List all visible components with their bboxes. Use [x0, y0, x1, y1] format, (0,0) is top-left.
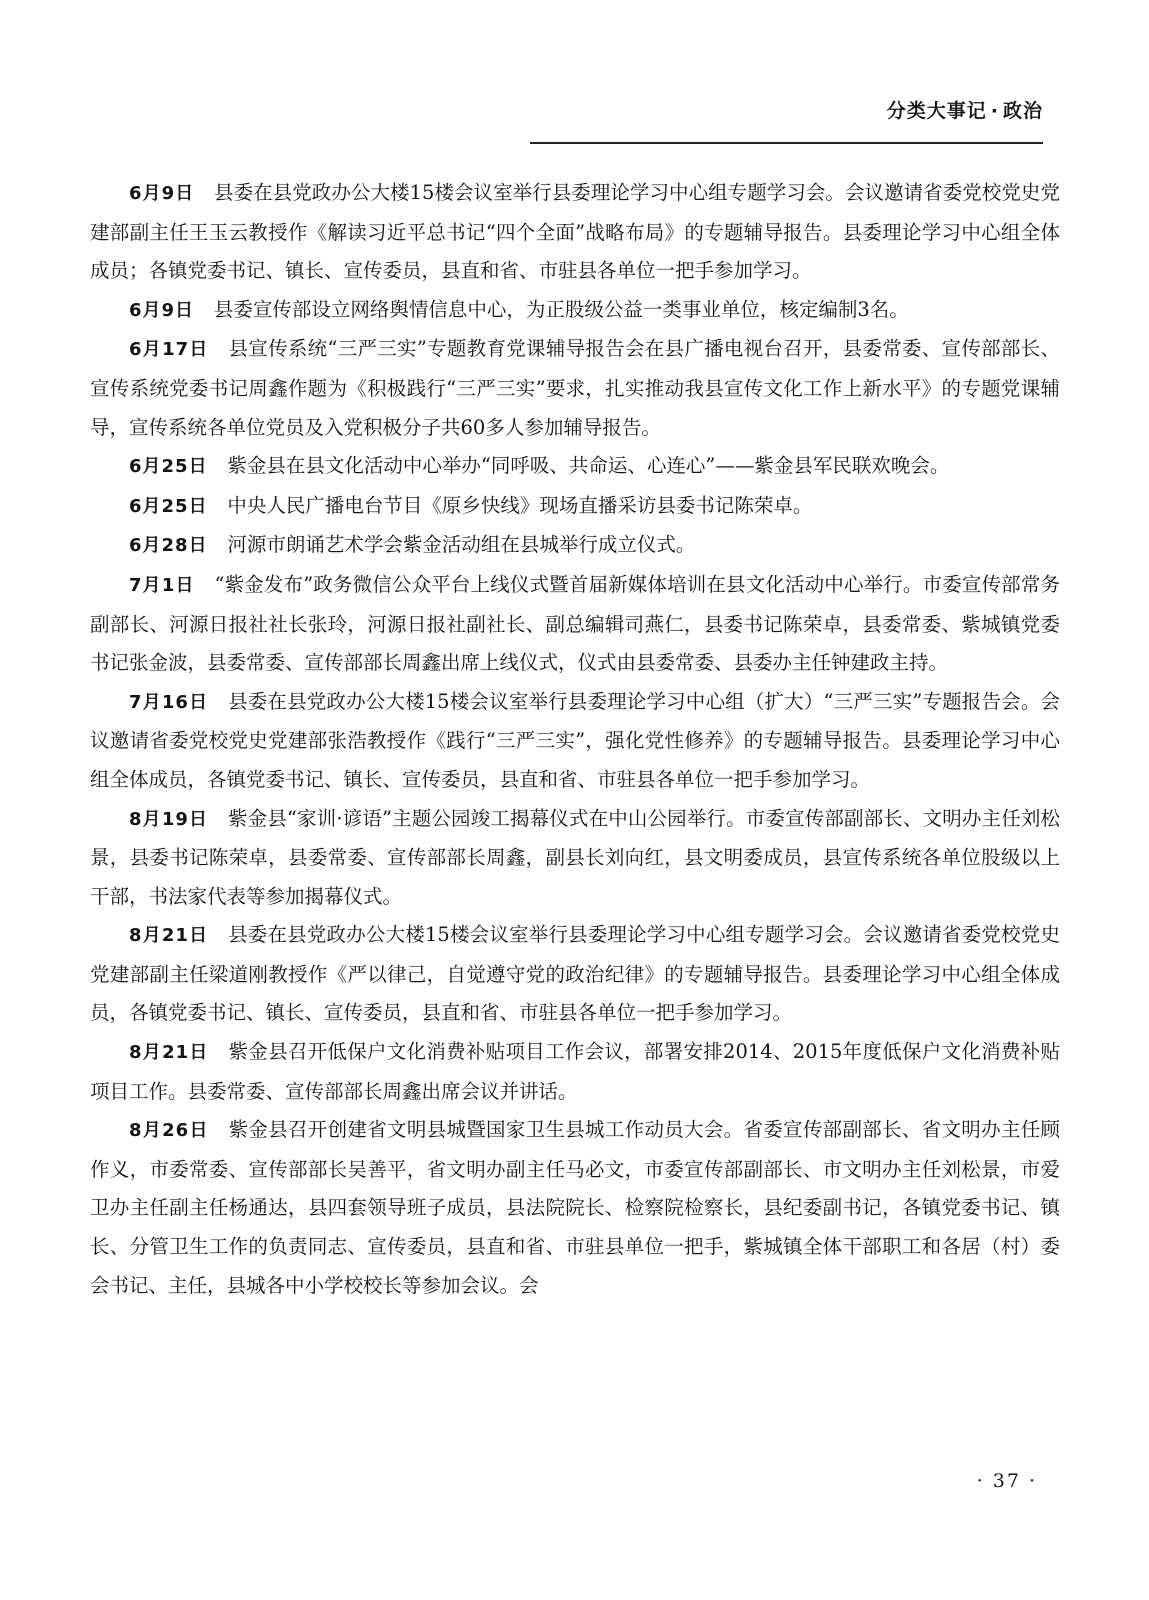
entry-text: 紫金县召开低保户文化消费补贴项目工作会议，部署安排2014、2015年度低保户文化消费补贴项目工作。县委常委、宣传部部长周鑫出席会议并讲话。 [90, 1040, 1060, 1103]
chronicle-entry [90, 330, 1060, 447]
entry-text: 紫金县召开创建省文明县城暨国家卫生县城工作动员大会。省委宣传部副部长、省文明办主任顾作义，市委常委、宣传部部长吴善平，省文明办副主任马必文，市委宣传部副部长、市文明办主任刘松景，市爱卫办主任副主任杨通达，县四套领导班子成员，县法院院长、检察院检察长，县纪委副书记，各镇党委书记、镇长、分管卫生工作的负责同志、宣传委员，县直和省、市驻县单位一把手，紫城镇全体干部职工和各居（村）委会书记、主任，县城各中小学校校长等参加会议。会 [90, 1118, 1060, 1297]
entry-date: 8月26日 [129, 1120, 209, 1142]
entry-text: 中央人民广播电台节目《原乡快线》现场直播采访县委书记陈荣卓。 [227, 493, 813, 517]
entry-date: 8月21日 [129, 925, 209, 947]
page-number: · 37 · [976, 1470, 1037, 1492]
chronicle-entry [90, 174, 1060, 291]
entry-date: 6月17日 [129, 339, 209, 361]
entry-text: 紫金县“家训·谚语”主题公园竣工揭幕仪式在中山公园举行。市委宣传部副部长、文明办主任刘松景，县委书记陈荣卓，县委常委、宣传部部长周鑫，副县长刘向红，县文明委成员，县宣传系统各单位股级以上干部，书法家代表等参加揭幕仪式。 [90, 806, 1060, 908]
section-title: 分类大事记 [886, 100, 987, 122]
running-head [887, 96, 1043, 123]
chronicle-entry [90, 683, 1060, 800]
entry-text: 河源市朗诵艺术学会紫金活动组在县城举行成立仪式。 [227, 533, 696, 557]
entry-date: 7月16日 [129, 691, 209, 713]
entry-date: 8月19日 [129, 808, 209, 830]
entry-text: 县委在县党政办公大楼15楼会议室举行县委理论学习中心组专题学习会。会议邀请省委党校党史党建部副主任梁道刚教授作《严以律己，自觉遵守党的政治纪律》的专题辅导报告。县委理论学习中心组全体成员，各镇党委书记、镇长、宣传委员，县直和省、市驻县各单位一把手参加学习。 [90, 923, 1060, 1025]
entry-date: 8月21日 [129, 1042, 209, 1064]
entry-text: 县委在县党政办公大楼15楼会议室举行县委理论学习中心组专题学习会。会议邀请省委党校党史党建部副主任王玉云教授作《解读习近平总书记“四个全面”战略布局》的专题辅导报告。县委理论学习中心组全体成员；各镇党委书记、镇长、宣传委员，县直和省、市驻县各单位一把手参加学习。 [90, 181, 1060, 283]
entry-date: 6月25日 [129, 456, 208, 478]
chronicle-entry [90, 447, 1060, 487]
entry-date: 6月9日 [129, 299, 195, 321]
chronicle-entry [90, 291, 1060, 331]
chronicle-entry [90, 487, 1060, 527]
entry-text: “紫金发布”政务微信公众平台上线仪式暨首届新媒体培训在县文化活动中心举行。市委宣传部常务副部长、河源日报社社长张玲，河源日报社副社长、副总编辑司燕仁，县委书记陈荣卓，县委常委、紫城镇党委书记张金波，县委常委、宣传部部长周鑫出席上线仪式，仪式由县委常委、县委办主任钟建政主持。 [90, 572, 1060, 675]
header-separator: · [990, 100, 999, 122]
entry-date: 7月1日 [129, 574, 195, 596]
chronicle-entry [90, 566, 1060, 683]
chronicle-body [90, 174, 1060, 1305]
chronicle-entry [90, 1111, 1060, 1305]
entry-date: 6月28日 [129, 535, 208, 557]
entry-text: 县委宣传部设立网络舆情信息中心，为正股级公益一类事业单位，核定编制3名。 [213, 297, 909, 321]
entry-text: 紫金县在县文化活动中心举办“同呼吸、共命运、心连心”——紫金县军民联欢晚会。 [227, 454, 950, 478]
header-rule [530, 142, 1043, 144]
entry-text: 县宣传系统“三严三实”专题教育党课辅导报告会在县广播电视台召开，县委常委、宣传部部长、宣传系统党委书记周鑫作题为《积极践行“三严三实”要求，扎实推动我县宣传文化工作上新水平》的专题党课辅导，宣传系统各单位党员及入党积极分子共60多人参加辅导报告。 [90, 337, 1060, 439]
chronicle-entry [90, 1033, 1060, 1111]
chronicle-entry [90, 526, 1060, 566]
chronicle-entry [90, 916, 1060, 1033]
entry-text: 县委在县党政办公大楼15楼会议室举行县委理论学习中心组（扩大）“三严三实”专题报告会。会议邀请省委党校党史党建部张浩教授作《践行“三严三实”，强化党性修养》的专题辅导报告。县委理论学习中心组全体成员，各镇党委书记、镇长、宣传委员，县直和省、市驻县各单位一把手参加学习。 [90, 689, 1060, 791]
category-title: 政治 [1002, 100, 1043, 122]
chronicle-entry [90, 800, 1060, 917]
entry-date: 6月9日 [129, 183, 195, 204]
entry-date: 6月25日 [129, 495, 208, 517]
